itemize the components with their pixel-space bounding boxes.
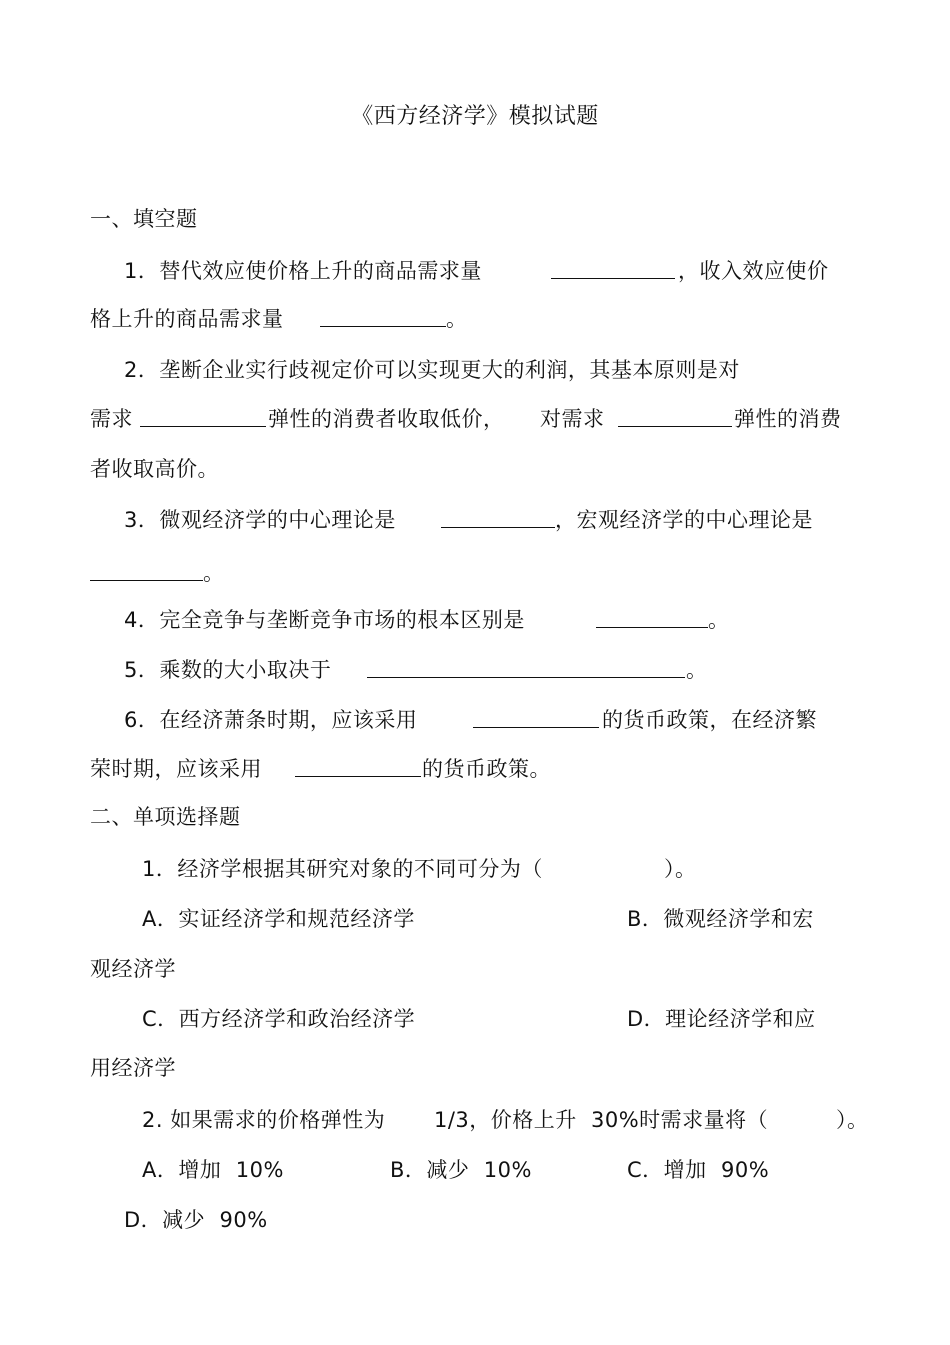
mc-q2-stem-b: 1/3，价格上升 — [434, 1108, 577, 1132]
q2-blank2[interactable] — [618, 406, 732, 433]
q3-line1-text: 3．微观经济学的中心理论是 — [124, 508, 396, 532]
mc-q1-option-b[interactable]: B．微观经济学和宏 — [627, 907, 814, 931]
section-heading-fill-blank: 一、填空题 — [90, 207, 198, 231]
q1-blank1[interactable] — [551, 258, 675, 285]
q2-line2-start: 需求 — [90, 407, 133, 431]
q6-line2-text: 荣时期，应该采用 — [90, 757, 262, 781]
q1-blank2[interactable] — [320, 306, 446, 333]
q6-line1-text: 6．在经济萧条时期，应该采用 — [124, 708, 418, 732]
mc-q1-option-c[interactable]: C．西方经济学和政治经济学 — [142, 1007, 416, 1031]
page-title: 《西方经济学》模拟试题 — [351, 104, 599, 129]
mc-q2-stem-c: 30%时需求量将（ — [591, 1108, 769, 1132]
section-heading-single-choice: 二、单项选择题 — [90, 805, 241, 829]
q3-line2-end: 。 — [203, 561, 225, 585]
q5-end: 。 — [686, 658, 708, 682]
q5-text: 5．乘数的大小取决于 — [124, 658, 332, 682]
mc-q1-option-a[interactable]: A．实证经济学和规范经济学 — [142, 907, 415, 931]
q4-text: 4．完全竞争与垄断竞争市场的根本区别是 — [124, 608, 525, 632]
q1-line2-text: 格上升的商品需求量 — [90, 307, 284, 331]
q2-line2-tail: 弹性的消费 — [734, 407, 842, 431]
q2-line3-text: 者收取高价。 — [90, 457, 219, 481]
q2-line1-text: 2．垄断企业实行歧视定价可以实现更大的利润，其基本原则是对 — [124, 358, 740, 382]
q4-end: 。 — [708, 608, 730, 632]
q3-blank1[interactable] — [441, 507, 555, 534]
q2-line2-mid: 弹性的消费者收取低价， — [268, 407, 505, 431]
mc-q1-stem-end: ）。 — [664, 857, 697, 881]
q6-blank1[interactable] — [473, 707, 599, 734]
q5-blank[interactable] — [367, 657, 685, 684]
q2-blank1[interactable] — [140, 406, 266, 433]
q1-line2-end: 。 — [446, 307, 468, 331]
q4-blank[interactable] — [596, 607, 708, 634]
q6-line2-tail: 的货币政策。 — [422, 757, 551, 781]
q3-blank2[interactable] — [90, 560, 203, 587]
mc-q2-option-d[interactable]: D．减少 90% — [124, 1208, 268, 1232]
q6-blank2[interactable] — [295, 756, 421, 783]
mc-q1-stem: 1．经济学根据其研究对象的不同可分为（ — [142, 857, 543, 881]
q1-line1-text: 1．替代效应使价格上升的商品需求量 — [124, 259, 482, 283]
mc-q2-stem-a: 2. 如果需求的价格弹性为 — [142, 1108, 386, 1132]
q2-line2-mid2: 对需求 — [540, 407, 605, 431]
q6-line1-tail: 的货币政策，在经济繁 — [602, 708, 817, 732]
mc-q1-option-d[interactable]: D．理论经济学和应 — [627, 1007, 816, 1031]
q3-line1-tail: ，宏观经济学的中心理论是 — [555, 508, 813, 532]
mc-q2-option-b[interactable]: B．减少 10% — [390, 1158, 532, 1182]
q1-line1-tail: ，收入效应使价 — [678, 259, 829, 283]
mc-q1-option-b-cont: 观经济学 — [90, 957, 176, 981]
mc-q2-option-c[interactable]: C．增加 90% — [627, 1158, 770, 1182]
mc-q1-option-d-cont: 用经济学 — [90, 1056, 176, 1080]
mc-q2-option-a[interactable]: A．增加 10% — [142, 1158, 284, 1182]
mc-q2-stem-end: ）。 — [836, 1108, 869, 1132]
